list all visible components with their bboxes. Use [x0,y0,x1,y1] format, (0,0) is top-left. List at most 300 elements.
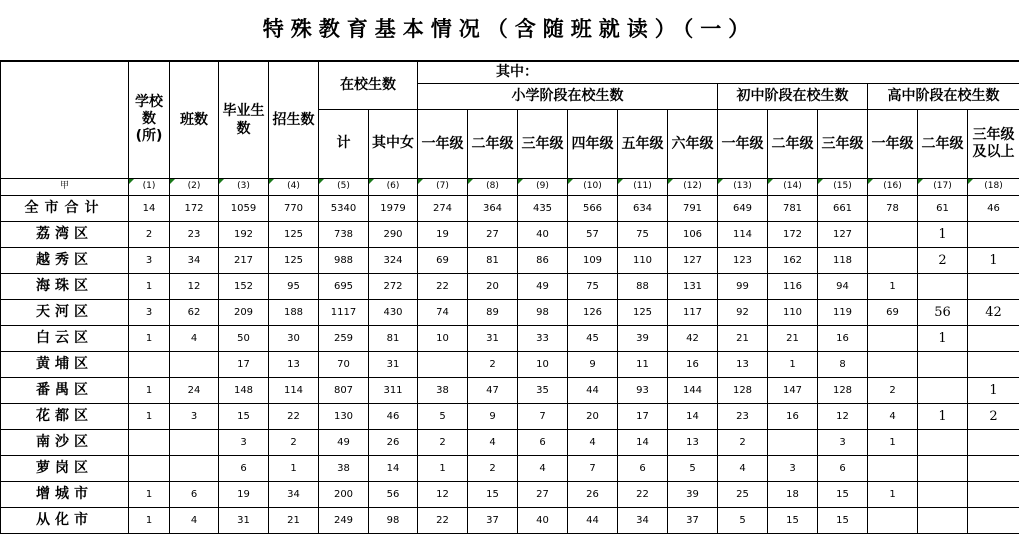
data-cell: 4 [170,507,219,533]
data-cell: 42 [968,299,1019,325]
data-cell: 152 [219,273,269,299]
data-cell: 2 [129,221,170,247]
data-cell: 311 [369,377,418,403]
data-cell: 1117 [319,299,369,325]
data-cell [918,273,968,299]
data-cell: 34 [269,481,319,507]
row-name: 天河区 [1,299,129,325]
data-cell: 6 [170,481,219,507]
data-cell: 807 [319,377,369,403]
data-cell: 81 [468,247,518,273]
data-cell: 40 [518,221,568,247]
data-cell: 22 [269,403,319,429]
header-primary-grade-6: 六年级 [668,109,718,178]
data-cell: 42 [668,325,718,351]
data-cell: 15 [219,403,269,429]
data-cell: 110 [618,247,668,273]
data-cell: 17 [618,403,668,429]
data-cell: 34 [170,247,219,273]
data-cell: 75 [618,221,668,247]
data-cell: 2 [918,247,968,273]
data-cell: 1 [129,481,170,507]
data-cell: 21 [718,325,768,351]
sequence-label: (10) [568,178,618,195]
data-cell: 13 [668,429,718,455]
data-cell: 22 [418,273,468,299]
data-cell: 44 [568,377,618,403]
data-cell [129,351,170,377]
data-cell: 75 [568,273,618,299]
data-cell [868,351,918,377]
data-cell: 31 [468,325,518,351]
data-cell: 1 [868,429,918,455]
data-cell: 7 [568,455,618,481]
data-cell: 38 [319,455,369,481]
sequence-label: (8) [468,178,518,195]
data-cell: 131 [668,273,718,299]
data-cell: 92 [718,299,768,325]
data-cell: 2 [868,377,918,403]
data-cell: 49 [518,273,568,299]
header-primary-grade-1: 一年级 [418,109,468,178]
data-cell: 117 [668,299,718,325]
data-cell: 99 [718,273,768,299]
table-row [1,247,1019,273]
row-name: 黄埔区 [1,351,129,377]
data-cell: 50 [219,325,269,351]
header-primary-grade-4: 四年级 [568,109,618,178]
data-cell: 4 [568,429,618,455]
data-cell: 791 [668,195,718,221]
data-cell: 56 [918,299,968,325]
sequence-label: (14) [768,178,818,195]
data-cell: 188 [269,299,319,325]
sequence-label: (17) [918,178,968,195]
data-cell: 259 [319,325,369,351]
data-cell: 5 [668,455,718,481]
header-primary: 小学阶段在校生数 [418,83,718,109]
data-cell: 172 [768,221,818,247]
sequence-label: (15) [818,178,868,195]
data-cell: 13 [718,351,768,377]
header-enrollment: 招生数 [269,61,319,178]
data-cell: 119 [818,299,868,325]
data-cell: 47 [468,377,518,403]
sequence-label: (5) [319,178,369,195]
data-cell: 3 [219,429,269,455]
data-cell: 8 [818,351,868,377]
header-junior-grade-1: 一年级 [718,109,768,178]
header-senior-grade-2: 二年级 [918,109,968,178]
header-in-school: 在校生数 [319,61,418,109]
data-cell: 2 [968,403,1019,429]
data-cell: 4 [718,455,768,481]
data-cell: 695 [319,273,369,299]
header-schools: 学校数(所) [129,61,170,178]
data-cell: 26 [369,429,418,455]
data-cell [868,325,918,351]
data-cell: 290 [369,221,418,247]
header-graduates: 毕业生数 [219,61,269,178]
data-cell: 249 [319,507,369,533]
row-name: 越秀区 [1,247,129,273]
header-junior-grade-2: 二年级 [768,109,818,178]
header-primary-grade-3: 三年级 [518,109,568,178]
data-cell: 74 [418,299,468,325]
table-row [1,429,1019,455]
data-cell: 1 [129,507,170,533]
data-cell: 6 [518,429,568,455]
data-cell: 22 [418,507,468,533]
sequence-row [1,178,1019,195]
data-cell: 98 [518,299,568,325]
data-cell: 6 [818,455,868,481]
data-cell: 128 [818,377,868,403]
data-cell: 5 [418,403,468,429]
data-cell: 128 [718,377,768,403]
data-cell: 123 [718,247,768,273]
table-row [1,377,1019,403]
data-cell: 1 [868,481,918,507]
data-cell: 9 [568,351,618,377]
data-cell: 3 [129,299,170,325]
data-cell: 21 [269,507,319,533]
data-cell: 272 [369,273,418,299]
row-name: 全市合计 [1,195,129,221]
data-cell: 988 [319,247,369,273]
header-classes: 班数 [170,61,219,178]
data-cell: 19 [418,221,468,247]
data-cell: 1979 [369,195,418,221]
data-cell: 3 [129,247,170,273]
data-cell: 37 [468,507,518,533]
data-cell: 57 [568,221,618,247]
sequence-label: (11) [618,178,668,195]
row-name: 增城市 [1,481,129,507]
data-cell: 1 [129,325,170,351]
data-cell: 18 [768,481,818,507]
sequence-label: (2) [170,178,219,195]
data-cell: 1 [868,273,918,299]
data-cell: 106 [668,221,718,247]
data-cell: 46 [369,403,418,429]
data-cell: 37 [668,507,718,533]
sequence-label: (13) [718,178,768,195]
table-row [1,299,1019,325]
data-cell: 24 [170,377,219,403]
data-cell [968,325,1019,351]
data-cell: 44 [568,507,618,533]
data-cell: 56 [369,481,418,507]
data-cell: 88 [618,273,668,299]
data-cell: 13 [269,351,319,377]
header-total: 计 [319,109,369,178]
data-cell: 3 [768,455,818,481]
data-cell: 1 [129,273,170,299]
data-cell [968,455,1019,481]
header-senior: 高中阶段在校生数 [868,83,1019,109]
table-row [1,403,1019,429]
data-cell: 127 [668,247,718,273]
data-cell: 78 [868,195,918,221]
row-name: 从化市 [1,507,129,533]
data-cell: 1059 [219,195,269,221]
data-cell: 26 [568,481,618,507]
header-junior-grade-3: 三年级 [818,109,868,178]
data-cell: 14 [129,195,170,221]
sequence-label: 甲 [1,178,129,195]
data-cell: 14 [668,403,718,429]
sequence-label: (12) [668,178,718,195]
data-cell: 634 [618,195,668,221]
data-cell: 89 [468,299,518,325]
header-among: 其中： [418,61,1019,83]
data-cell: 39 [668,481,718,507]
data-cell: 114 [269,377,319,403]
data-cell: 1 [129,377,170,403]
data-cell: 2 [269,429,319,455]
data-cell: 27 [468,221,518,247]
data-cell: 1 [918,403,968,429]
data-cell: 70 [319,351,369,377]
data-cell: 31 [369,351,418,377]
data-cell: 12 [818,403,868,429]
data-cell: 20 [568,403,618,429]
data-cell: 12 [170,273,219,299]
data-cell: 40 [518,507,568,533]
table-row [1,273,1019,299]
data-cell: 1 [918,325,968,351]
row-name: 番禺区 [1,377,129,403]
data-cell: 23 [170,221,219,247]
data-cell: 45 [568,325,618,351]
data-cell [968,221,1019,247]
data-cell: 324 [369,247,418,273]
data-cell: 4 [518,455,568,481]
data-cell: 39 [618,325,668,351]
data-cell: 649 [718,195,768,221]
row-name: 荔湾区 [1,221,129,247]
data-cell: 23 [718,403,768,429]
data-cell: 62 [170,299,219,325]
data-cell: 110 [768,299,818,325]
data-cell: 16 [668,351,718,377]
data-cell: 162 [768,247,818,273]
data-cell: 12 [418,481,468,507]
data-cell [129,455,170,481]
data-cell: 2 [418,429,468,455]
data-cell [868,221,918,247]
data-cell: 46 [968,195,1019,221]
data-cell [968,507,1019,533]
data-cell [129,429,170,455]
data-cell: 15 [818,481,868,507]
data-cell: 172 [170,195,219,221]
data-cell [170,429,219,455]
data-cell: 2 [468,455,518,481]
data-cell [918,351,968,377]
data-cell: 69 [868,299,918,325]
data-cell: 69 [418,247,468,273]
data-cell: 5 [718,507,768,533]
data-cell: 6 [219,455,269,481]
data-cell [918,455,968,481]
data-cell: 770 [269,195,319,221]
data-cell: 4 [170,325,219,351]
data-cell: 31 [219,507,269,533]
data-cell: 1 [418,455,468,481]
sequence-label: (3) [219,178,269,195]
data-cell: 192 [219,221,269,247]
row-name: 白云区 [1,325,129,351]
data-cell: 661 [818,195,868,221]
data-cell: 49 [319,429,369,455]
data-cell [868,247,918,273]
data-cell: 144 [668,377,718,403]
table-row [1,221,1019,247]
table-row [1,507,1019,533]
data-cell: 217 [219,247,269,273]
data-cell: 14 [369,455,418,481]
header-primary-grade-5: 五年级 [618,109,668,178]
data-cell: 10 [518,351,568,377]
data-cell: 566 [568,195,618,221]
sequence-label: (9) [518,178,568,195]
data-cell [968,429,1019,455]
data-cell: 81 [369,325,418,351]
page-title: 特殊教育基本情况（含随班就读）（一） [262,16,757,41]
data-cell: 435 [518,195,568,221]
data-cell [170,351,219,377]
data-cell: 6 [618,455,668,481]
data-cell: 25 [718,481,768,507]
region-header-cell [1,61,129,178]
header-senior-grade-1: 一年级 [868,109,918,178]
row-name: 花都区 [1,403,129,429]
data-cell: 11 [618,351,668,377]
sequence-label: (4) [269,178,319,195]
data-cell: 2 [468,351,518,377]
header-female: 其中女 [369,109,418,178]
data-cell: 148 [219,377,269,403]
data-cell: 86 [518,247,568,273]
data-cell: 19 [219,481,269,507]
data-cell: 127 [818,221,868,247]
data-cell: 200 [319,481,369,507]
data-cell: 1 [968,377,1019,403]
data-cell: 125 [269,247,319,273]
data-cell: 10 [418,325,468,351]
data-cell [968,273,1019,299]
data-cell: 2 [718,429,768,455]
data-cell: 1 [269,455,319,481]
data-cell: 274 [418,195,468,221]
data-cell [170,455,219,481]
data-cell: 14 [618,429,668,455]
header-junior: 初中阶段在校生数 [718,83,868,109]
data-cell: 3 [170,403,219,429]
data-cell: 126 [568,299,618,325]
data-cell: 209 [219,299,269,325]
table-row [1,481,1019,507]
data-cell: 3 [818,429,868,455]
data-cell: 98 [369,507,418,533]
data-cell: 34 [618,507,668,533]
data-cell: 22 [618,481,668,507]
data-cell: 15 [818,507,868,533]
city-total-row [1,195,1019,221]
data-cell: 15 [468,481,518,507]
table-row [1,325,1019,351]
data-cell: 16 [818,325,868,351]
data-cell: 125 [269,221,319,247]
table-row [1,455,1019,481]
data-cell [918,507,968,533]
data-cell: 95 [269,273,319,299]
data-cell: 61 [918,195,968,221]
sequence-label: (18) [968,178,1019,195]
data-cell: 430 [369,299,418,325]
data-cell: 17 [219,351,269,377]
row-name: 海珠区 [1,273,129,299]
data-cell: 93 [618,377,668,403]
data-cell [868,507,918,533]
data-cell [768,429,818,455]
row-name: 南沙区 [1,429,129,455]
data-cell: 38 [418,377,468,403]
data-cell: 114 [718,221,768,247]
data-cell: 130 [319,403,369,429]
sequence-label: (16) [868,178,918,195]
data-cell: 1 [918,221,968,247]
sequence-label: (1) [129,178,170,195]
data-cell: 364 [468,195,518,221]
data-cell: 4 [868,403,918,429]
data-cell: 4 [468,429,518,455]
data-cell: 30 [269,325,319,351]
data-cell [918,429,968,455]
data-cell [918,481,968,507]
data-cell [918,377,968,403]
sequence-label: (6) [369,178,418,195]
table-row [1,351,1019,377]
data-cell: 1 [768,351,818,377]
data-cell: 781 [768,195,818,221]
header-senior-grade-3-plus: 三年级及以上 [968,109,1019,178]
data-cell: 94 [818,273,868,299]
data-cell: 20 [468,273,518,299]
data-cell: 7 [518,403,568,429]
data-cell: 21 [768,325,818,351]
data-cell: 118 [818,247,868,273]
row-name: 萝岗区 [1,455,129,481]
data-cell: 147 [768,377,818,403]
sequence-label: (7) [418,178,468,195]
data-cell [968,351,1019,377]
data-cell: 35 [518,377,568,403]
data-cell: 1 [129,403,170,429]
data-cell: 15 [768,507,818,533]
data-cell [868,455,918,481]
data-cell: 125 [618,299,668,325]
data-cell: 116 [768,273,818,299]
header-primary-grade-2: 二年级 [468,109,518,178]
data-cell: 109 [568,247,618,273]
data-cell: 5340 [319,195,369,221]
data-cell: 33 [518,325,568,351]
data-cell: 27 [518,481,568,507]
stats-table [0,60,1019,534]
